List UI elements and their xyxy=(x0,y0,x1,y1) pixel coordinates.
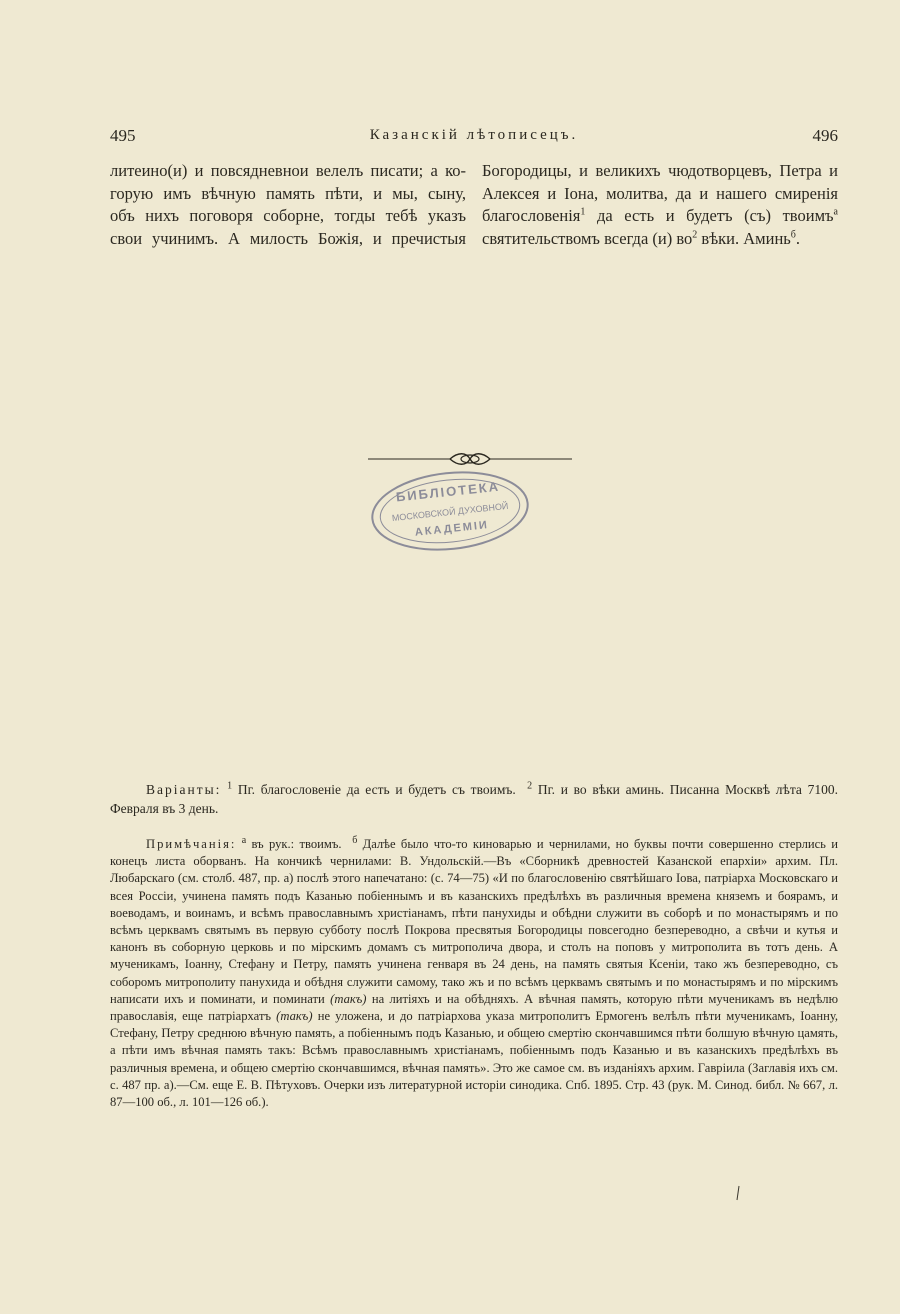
notes-section xyxy=(110,836,838,1111)
page-number-left: 495 xyxy=(110,126,136,145)
note-text: не уложена, и до патріархова указа митрополитъ Ермогенъ велѣлъ пѣти мученикамъ, Іоанну, Стефану, Петру среднюю вѣчную память, а побіеннымъ подъ Казанью, и общею смертію скончавшимся пѣти болшую вѣчную цамять, а пѣти имъ вѣчная память такъ: Всѣмъ православнымъ христіанамъ, побіеннымъ подъ Казанью и въ казанскихъ предѣлѣхъ въ различныя времена, и общею смертію скончавшимся, вѣчная память». Это же самое см. въ изданіяхъ архим. Гаврiила (Заглавія ихъ см. с. 487 пр. а).—См. еще Е. В. Пѣтуховъ. Очерки изъ литературной исторіи синодика. Спб. 1895. Стр. 43 (рук. М. Синод. библ. № 667, л. 87—100 об., л. 101—126 об.). xyxy=(110,1009,838,1110)
variant-text: Пг. благословеніе да есть и будетъ съ твоимъ. xyxy=(232,782,516,797)
note-marker: а xyxy=(241,834,247,846)
variants-label: Варіанты: xyxy=(146,782,222,797)
text-line: горую имъ вѣчную память пѣти, и мы, сыну, xyxy=(110,183,466,203)
note-italic: (такъ) xyxy=(330,991,367,1006)
variant-ref: 1 xyxy=(580,206,586,218)
note-text: въ рук.: твоимъ. xyxy=(246,837,342,851)
text-line: объ нихъ поговоря соборне, тогды тебѣ указъ xyxy=(110,206,466,225)
right-column-text xyxy=(482,160,838,250)
text-fragment: святительствомъ всегда (и) во xyxy=(482,228,693,248)
text-line: Алексея и Іона, молитва, да и нашего смиренія xyxy=(482,183,838,203)
note-text: Далѣе было что-то киноварью и чернилами, но буквы почти совершенно стерлись и конецъ листа оборванъ. На кончикѣ чернилами: В. Ундольскій.—Въ «Сборникѣ древностей Казанской епархіи» архим. Пл. Любарскаго (см. столб. 487, пр. а) послѣ этого напечатано: (с. 74—75) «И по благословенію святѣйшаго Іова, патріарха Московскаго и всея Россіи, учинена память подъ Казанью побіеннымъ и въ казанскихъ предѣлѣхъ въ различныя времена княземъ и боярамъ, и воеводамъ, и воинамъ, и всѣмъ православнымъ христіанамъ, пѣти панухиды и обѣдни служити въ соборѣ и по монастырямъ и по всѣмъ церквамъ святымъ въ первую субботу послѣ Покрова пресвятыя Богородицы повсегодно безпереводно, а свѣчи и кутья и канонъ въ соборную церковь и по мірскимъ домамъ съ митрополича двора, и столъ на поповъ у митрополита въ тотъ день. А мученикамъ, Іоанну, Стефану и Петру, память учинена генваря въ 24 день, на память святыя Ксеніи, тако жъ безпереводно, съ соборомъ митрополиту панухида и обѣдня служити самому, тако жъ и по всѣмъ церквамъ святымъ и по монастырямъ и по мірскимъ написати ихъ и поминати, и поминати xyxy=(110,837,838,1006)
text-line: литеино(и) и повсядневнои велелъ писати; а ко- xyxy=(110,161,466,180)
note-ref: б xyxy=(790,229,796,240)
page-number-right: 496 xyxy=(812,126,838,145)
svg-text:МОСКОВСКОЙ ДУХОВНОЙ: МОСКОВСКОЙ ДУХОВНОЙ xyxy=(391,500,509,524)
text-line xyxy=(482,205,838,228)
notes-label: Примѣчанія: xyxy=(146,837,237,851)
variant-marker: 2 xyxy=(527,780,533,792)
running-title: Казанскій лѣтописецъ. xyxy=(369,127,579,143)
variant-ref: 2 xyxy=(692,229,698,240)
notes-paragraph xyxy=(110,836,838,1111)
page-header xyxy=(110,126,838,148)
svg-text:АКАДЕМІИ: АКАДЕМІИ xyxy=(414,519,490,539)
library-stamp xyxy=(366,466,534,556)
variant-text: Пг. и во вѣки аминь. Писанна Москвѣ лѣта 7100. Февраля въ 3 день. xyxy=(110,782,839,816)
variants-section xyxy=(110,780,838,818)
variants-paragraph xyxy=(110,780,838,818)
text-fragment: . xyxy=(795,228,801,248)
text-fragment: благословенія xyxy=(482,206,581,225)
svg-text:БИБЛІОТЕКА: БИБЛІОТЕКА xyxy=(395,478,501,505)
text-line: свои учинимъ. А милость Божія, и пречистыя xyxy=(110,228,466,248)
left-column-text xyxy=(110,160,466,250)
text-line: Богородицы, и великихъ чюдотворцевъ, Петра и xyxy=(482,161,838,180)
note-text: на литіяхъ и на обѣдняхъ. А вѣчная память, которую пѣти мученикамъ въ недѣлю православія, еще патріархатъ xyxy=(110,991,839,1024)
note-marker: б xyxy=(352,834,358,846)
note-ref: а xyxy=(833,206,838,218)
pencil-mark xyxy=(735,1185,741,1201)
text-fragment: вѣки. Аминь xyxy=(697,228,791,248)
text-line xyxy=(482,228,838,251)
variant-marker: 1 xyxy=(227,780,233,792)
note-italic: (такъ) xyxy=(276,1009,313,1024)
text-fragment: да есть и будетъ (съ) твоимъ xyxy=(585,206,834,225)
